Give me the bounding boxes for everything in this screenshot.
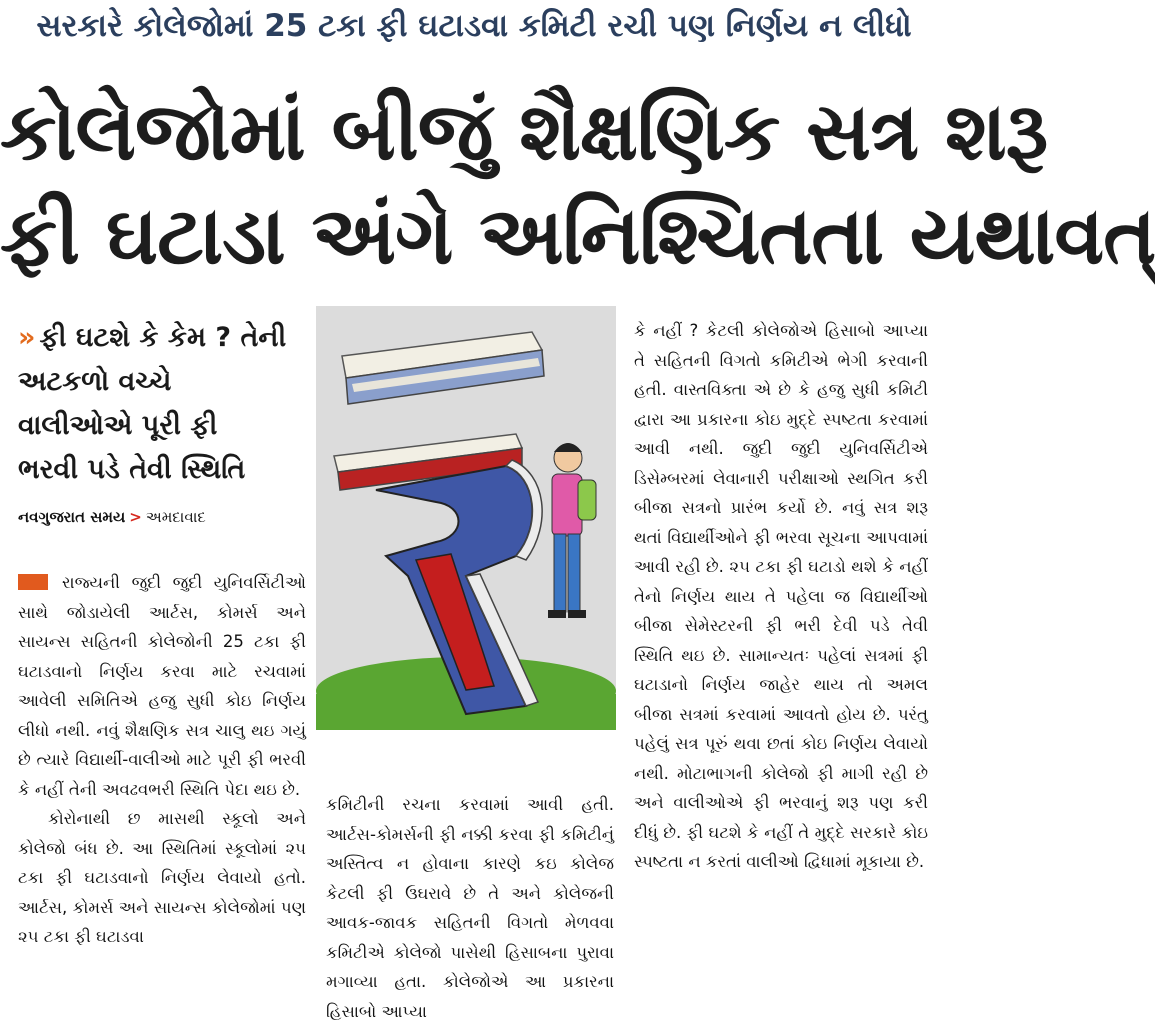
section-marker-icon	[18, 574, 48, 590]
column-2-text: કમિટીની રચના કરવામાં આવી હતી. આર્ટસ-કોમર્સની ફી નક્કી કરવા ફી કમિટીનું અસ્તિત્વ ન હોવાના કારણે કઇ કોલેજ કેટલી ફી ઉઘરાવે છે તે અને કોલેજની આવક-જાવક સહિતની વિગતો મેળવવા કમિટીએ કોલેજો પાસેથી હિસાબના પુરાવા મગાવ્યા હતા. કોલેજોએ આ પ્રકારના હિસાબો આપ્યા	[326, 795, 614, 1021]
main-headline-line-2: ફી ઘટાડા અંગે અનિશ્ચિતતા યથાવત્	[0, 189, 1155, 282]
illustration-svg	[316, 306, 616, 730]
byline-city: અમદાવાદ	[145, 508, 206, 526]
subhead-line-2: અટકળો વચ્ચે	[18, 366, 172, 397]
paragraph-1-text: રાજ્યની જુદી જુદી યુનિવર્સિટીઓ સાથે જોડાયેલી આર્ટસ, કોમર્સ અને સાયન્સ સહિતની કોલેજોની 25 ટકા ફી ઘટાડવાનો નિર્ણય કરવા માટે રચવામાં આવેલી સમિતિએ હજુ સુધી કોઇ નિર્ણય લીધો નથી. નવું શૈક્ષણિક સત્ર ચાલુ થઇ ગયું છે ત્યારે વિદ્યાર્થી-વાલીઓ માટે પૂરી ફી ભરવી કે નહીં તેની અવઢવભરી સ્થિતિ પેદા થઇ છે.	[18, 573, 306, 799]
main-headline-line-1: કોલેજોમાં બીજું શૈક્ષણિક સત્ર શરૂ	[0, 85, 1048, 178]
subhead-line-4: ભરવી પડે તેવી સ્થિતિ	[18, 454, 246, 485]
article-column-2	[326, 790, 614, 1026]
paragraph-2: કોરોનાથી છ માસથી સ્કૂલો અને કોલેજો બંધ છે. આ સ્થિતિમાં સ્કૂલોમાં ૨૫ ટકા ફી ઘટાડવાનો નિર્ણય લેવાયો હતો. આર્ટસ, કોમર્સ અને સાયન્સ કોલેજોમાં પણ ૨૫ ટકા ફી ઘટાડવા	[18, 809, 306, 946]
article-column-1	[18, 568, 306, 952]
article-column-3	[634, 316, 928, 877]
paragraph-1	[18, 568, 306, 804]
subhead-line-3: વાલીઓએ પૂરી ફી	[18, 410, 218, 441]
byline-arrow-icon: >	[129, 508, 142, 526]
subheadline	[18, 316, 308, 492]
chevron-icon: »	[18, 322, 36, 353]
kicker-headline: સરકારે કોલેજોમાં 25 ટકા ફી ઘટાડવા કમિટી રચી પણ નિર્ણય ન લીધો	[36, 8, 912, 44]
rupee-books-illustration	[316, 306, 616, 730]
byline	[18, 508, 206, 526]
column-3-text: કે નહીં ? કેટલી કોલેજોએ હિસાબો આપ્યા તે સહિતની વિગતો કમિટીએ ભેગી કરવાની હતી. વાસ્તવિક્તા એ છે કે હજુ સુધી કમિટી દ્વારા આ પ્રકારના કોઇ મુદ્દે સ્પષ્ટતા કરવામાં આવી નથી. જુદી જુદી યુનિવર્સિટીએ ડિસેમ્બરમાં લેવાનારી પરીક્ષાઓ સ્થગિત કરી બીજા સત્રનો પ્રારંભ કર્યો છે. નવું સત્ર શરૂ થતાં વિદ્યાર્થીઓને ફી ભરવા સૂચના આપવામાં આવી રહી છે. ૨૫ ટકા ફી ઘટાડો થશે કે નહીં તેનો નિર્ણય થાય તે પહેલા જ વિદ્યાર્થીઓ બીજા સેમેસ્ટરની ફી ભરી દેવી પડે તેવી સ્થિતિ થઇ છે. સામાન્યતઃ પહેલાં સત્રમાં ફી ઘટાડાનો નિર્ણય જાહેર થાય તો અમલ બીજા સત્રમાં કરવામાં આવતો હોય છે. પરંતુ પહેલું સત્ર પૂરું થવા છતાં કોઇ નિર્ણય લેવાયો નથી. મોટાભાગની કોલેજો ફી માગી રહી છે અને વાલીઓએ ફી ભરવાનું શરૂ પણ કરી દીધું છે. ફી ઘટશે કે નહીં તે મુદ્દે સરકારે કોઇ સ્પષ્ટતા ન કરતાં વાલીઓ દ્વિધામાં મૂકાયા છે.	[634, 321, 928, 871]
subhead-line-1: ફી ઘટશે કે કેમ ? તેની	[39, 322, 287, 353]
byline-org: નવગુજરાત સમય	[18, 508, 126, 526]
